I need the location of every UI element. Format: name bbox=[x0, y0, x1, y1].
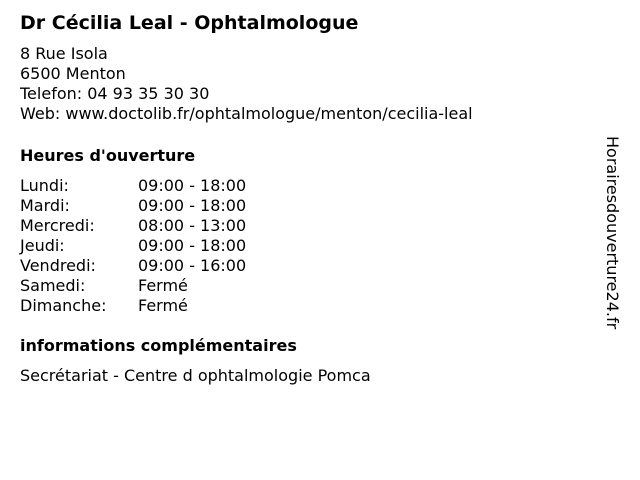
phone-number: Telefon: 04 93 35 30 30 bbox=[20, 84, 210, 103]
hours-row-lundi bbox=[20, 176, 600, 196]
day-label: Lundi: bbox=[20, 176, 69, 195]
day-label: Dimanche: bbox=[20, 296, 107, 315]
hours-heading: Heures d'ouverture bbox=[20, 146, 196, 165]
hours-row-vendredi bbox=[20, 256, 600, 276]
time-range: 08:00 - 13:00 bbox=[138, 216, 247, 235]
day-label: Vendredi: bbox=[20, 256, 96, 275]
day-label: Mercredi: bbox=[20, 216, 95, 235]
street-address: 8 Rue Isola bbox=[20, 44, 108, 63]
time-range: 09:00 - 18:00 bbox=[138, 196, 247, 215]
day-label: Samedi: bbox=[20, 276, 86, 295]
site-watermark: Horairesdouverture24.fr bbox=[603, 136, 622, 330]
day-label: Jeudi: bbox=[20, 236, 65, 255]
hours-row-samedi bbox=[20, 276, 600, 296]
time-range: Fermé bbox=[138, 276, 188, 295]
info-text: Secrétariat - Centre d ophtalmologie Pomca bbox=[20, 366, 371, 385]
hours-row-mardi bbox=[20, 196, 600, 216]
listing-page bbox=[20, 10, 600, 386]
time-range: 09:00 - 16:00 bbox=[138, 256, 247, 275]
hours-row-mercredi bbox=[20, 216, 600, 236]
info-heading: informations complémentaires bbox=[20, 336, 297, 355]
hours-row-jeudi bbox=[20, 236, 600, 256]
day-label: Mardi: bbox=[20, 196, 70, 215]
time-range: Fermé bbox=[138, 296, 188, 315]
website-link[interactable]: Web: www.doctolib.fr/ophtalmologue/menton/cecilia-leal bbox=[20, 104, 473, 123]
hours-row-dimanche bbox=[20, 296, 600, 316]
opening-hours-table bbox=[20, 176, 600, 316]
time-range: 09:00 - 18:00 bbox=[138, 176, 247, 195]
city-postcode: 6500 Menton bbox=[20, 64, 126, 83]
page-title: Dr Cécilia Leal - Ophtalmologue bbox=[20, 12, 359, 34]
time-range: 09:00 - 18:00 bbox=[138, 236, 247, 255]
address-block bbox=[20, 44, 600, 124]
